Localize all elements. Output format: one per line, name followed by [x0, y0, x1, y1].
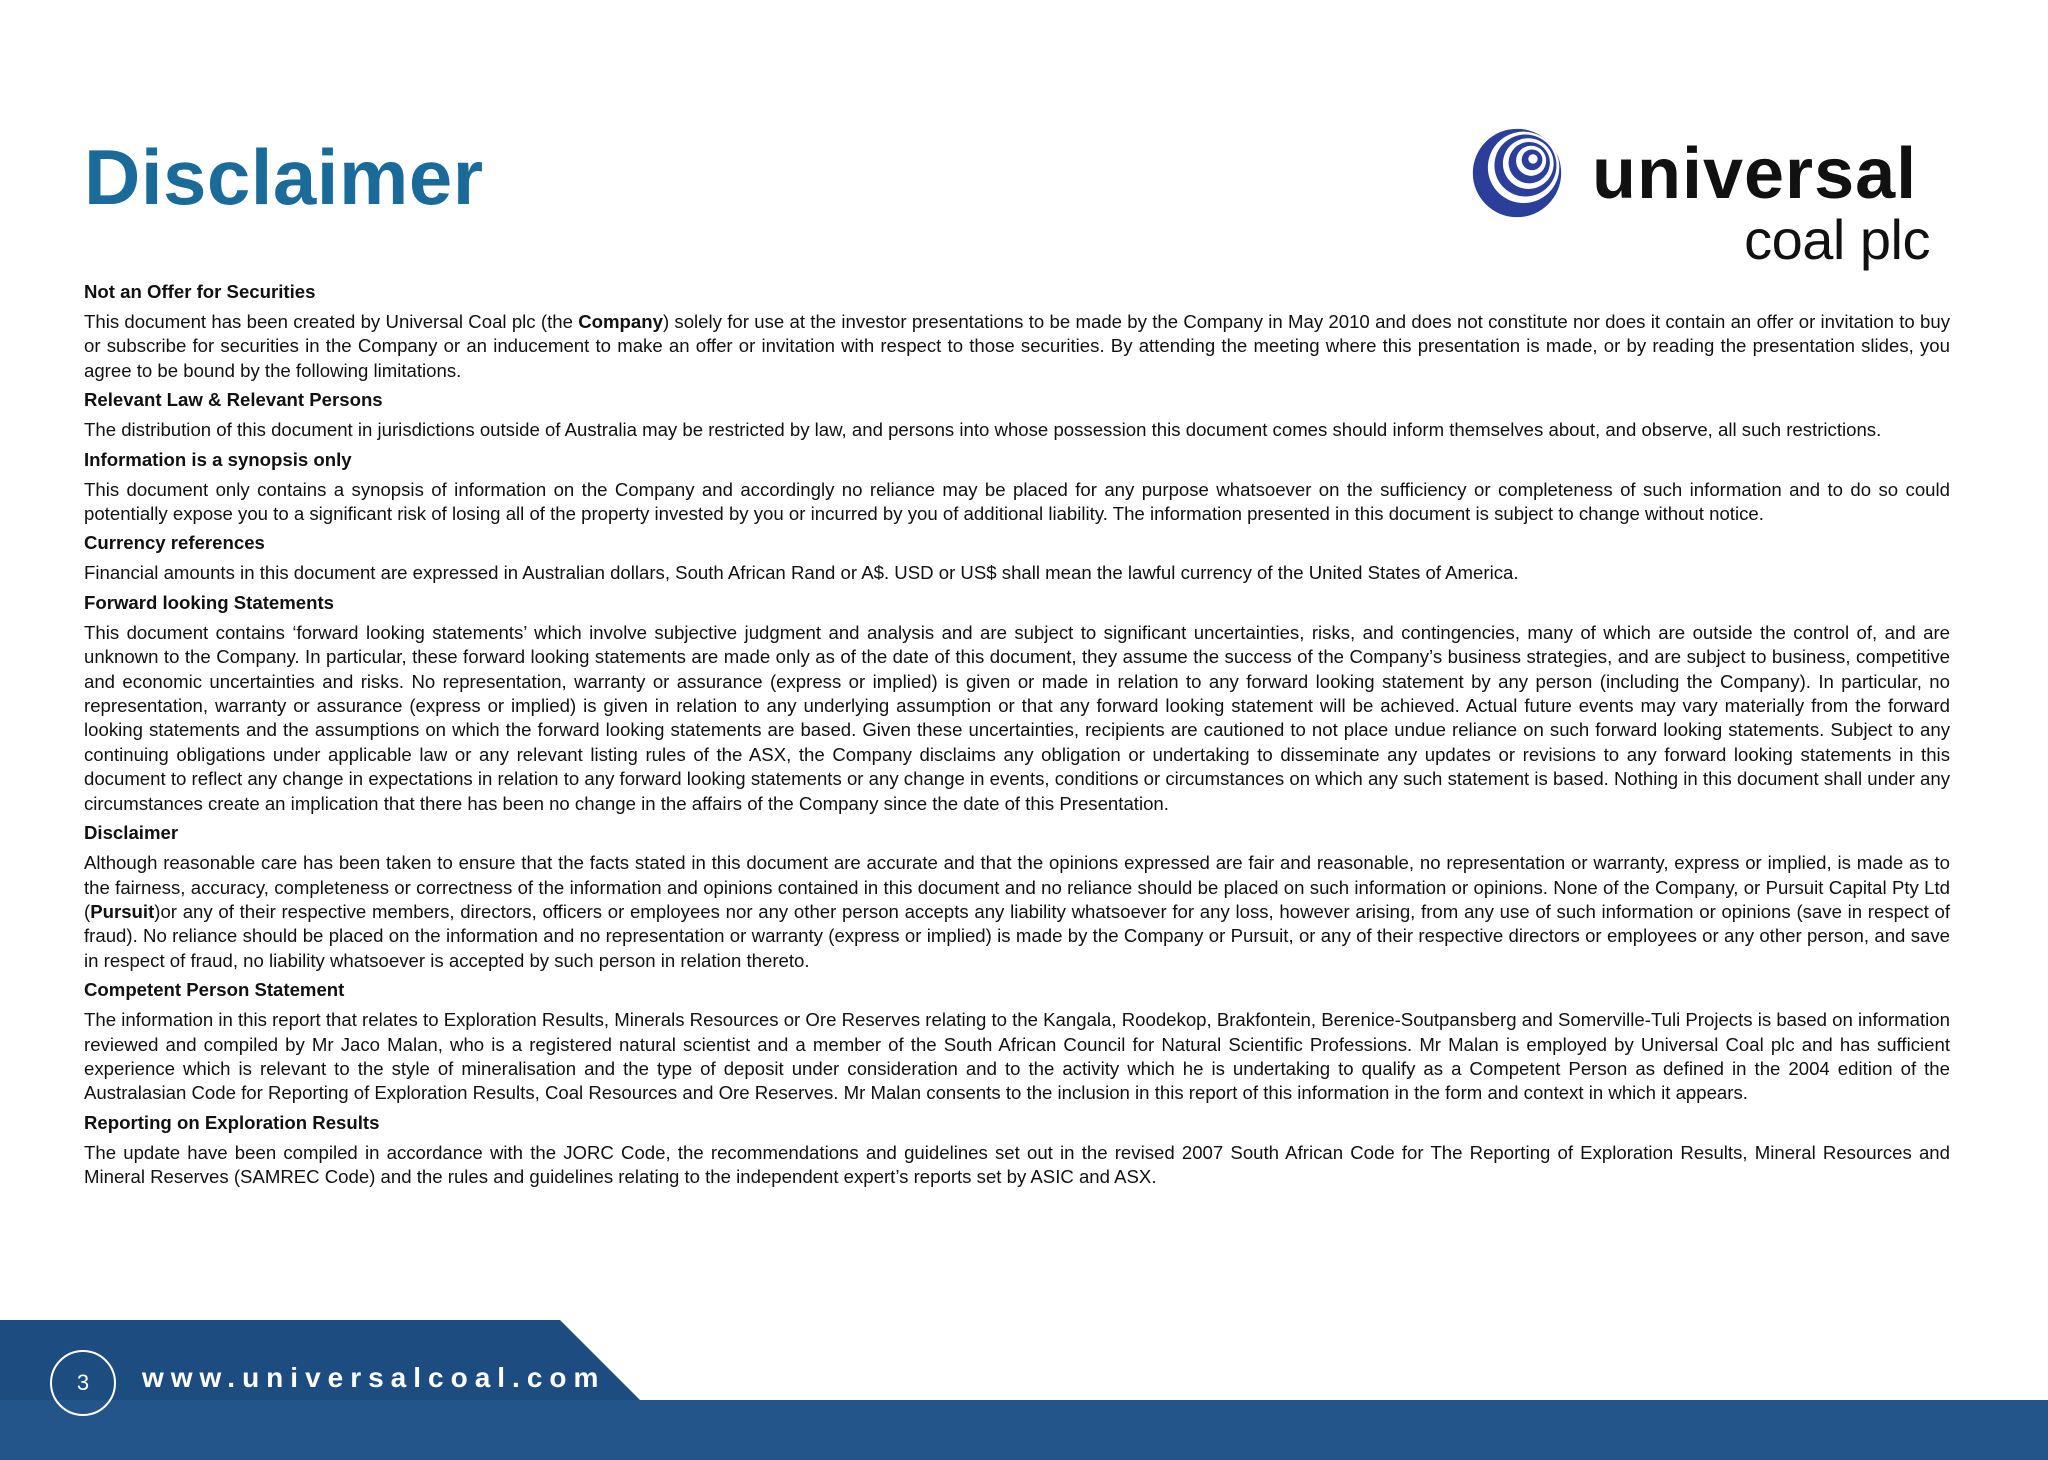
- text-run: The information in this report that relates to Exploration Results, Minerals Resources or Ore Reserves relating to the Kangala, Roodekop, Brakfontein, Berenice-Soutpansberg and Somerville-Tuli Projects is based on information reviewed and compiled by Mr Jaco Malan, who is a registered natural scientist and a member of the South African Council for Natural Scientific Professions. Mr Malan is employed by Universal Coal plc and has sufficient experience which is relevant to the style of mineralisation and the type of deposit under consideration and to the activity which he is undertaking to qualify as a Competent Person as defined in the 2004 edition of the Australasian Code for Reporting of Exploration Results, Coal Resources and Ore Reserves. Mr Malan consents to the inclusion in this report of this information in the form and context in which it appears.: [84, 1009, 1950, 1104]
- section-paragraph: [84, 418, 1950, 442]
- logo-wordmark-coal-plc: coal plc: [1744, 208, 1930, 271]
- section-heading: Relevant Law & Relevant Persons: [84, 389, 383, 411]
- section-heading: Not an Offer for Securities: [84, 281, 316, 302]
- section-paragraph: [84, 1141, 1950, 1190]
- section-heading: Competent Person Statement: [84, 979, 345, 1001]
- concentric-rings-logo-icon: [1470, 126, 1564, 220]
- text-run: ) solely for use at the investor presentations to be made by the Company in May 2010 and does not constitute nor does it contain an offer or invitation to buy or subscribe for securities in the Company or an inducement to make an offer or invitation with respect to those securities. By attending the meeting where this presentation is made, or by reading the presentation slides, you agree to be bound by the following limitations.: [84, 311, 1950, 381]
- website-url[interactable]: www.universalcoal.com: [142, 1362, 606, 1393]
- text-run: The update have been compiled in accordance with the JORC Code, the recommendations and guidelines set out in the revised 2007 South African Code for The Reporting of Exploration Results, Mineral Resources and Mineral Reserves (SAMREC Code) and the rules and guidelines relating to the independent expert’s reports set by ASIC and ASX.: [84, 1141, 1950, 1188]
- section-heading: Reporting on Exploration Results: [84, 1111, 380, 1133]
- section-heading: Forward looking Statements: [84, 591, 335, 613]
- section-paragraph: [84, 561, 1950, 585]
- section-heading: Disclaimer: [84, 822, 179, 844]
- section-paragraph: [84, 478, 1950, 527]
- page-title: Disclaimer: [84, 133, 484, 221]
- text-run: Financial amounts in this document are expressed in Australian dollars, South African Rand or A$. USD or US$ shall mean the lawful currency of the United States of America.: [84, 562, 1519, 584]
- text-run: The distribution of this document in jurisdictions outside of Australia may be restricted by law, and persons into whose possession this document comes should inform themselves about, and observe, all such restrictions.: [84, 419, 1882, 441]
- bold-text-run: Company: [578, 311, 663, 332]
- text-run: This document only contains a synopsis of information on the Company and accordingly no reliance may be placed for any purpose whatsoever on the sufficiency or completeness of such information and to do so could potentially expose you to a significant risk of losing all of the property invested by you or incurred by you of additional liability. The information presented in this document is subject to change without notice.: [84, 478, 1950, 525]
- section-paragraph: [84, 1008, 1950, 1106]
- section-paragraph: [84, 621, 1950, 816]
- page-number: 3: [50, 1350, 116, 1416]
- text-run: This document has been created by Universal Coal plc (the: [84, 311, 579, 332]
- section-paragraph: [84, 310, 1950, 383]
- bold-text-run: Pursuit: [90, 900, 155, 922]
- text-run: This document contains ‘forward looking statements’ which involve subjective judgment and analysis and are subject to significant uncertainties, risks, and contingencies, many of which are outside the control of, and are unknown to the Company. In particular, these forward looking statements are made only as of the date of this document, they assume the success of the Company’s business strategies, and are subject to business, competitive and economic uncertainties and risks. No representation, warranty or assurance (express or implied) is given or made in relation to any forward looking statement by any person (including the Company). In particular, no representation, warranty or assurance (express or implied) is given in relation to any underlying assumption or that any forward looking statement will be achieved. Actual future events may vary materially from the forward looking statements and the assumptions on which the forward looking statements are based. Given these uncertainties, recipients are cautioned to not place undue reliance on such forward looking statements. Subject to any continuing obligations under applicable law or any relevant listing rules of the ASX, the Company disclaims any obligation or undertaking to disseminate any updates or revisions to any forward looking statements in this document to reflect any change in expectations in relation to any forward looking statements or any change in events, conditions or circumstances on which any such statement is based. Nothing in this document shall under any circumstances create an implication that there has been no change in the affairs of the Company since the date of this Presentation.: [84, 621, 1950, 814]
- text-run: )or any of their respective members, directors, officers or employees nor any other person accepts any liability whatsoever for any loss, however arising, from any use of such information or opinions (save in respect of fraud). No reliance should be placed on the information and no representation or warranty (express or implied) is made by the Company or Pursuit, or any of their respective directors or employees or any other person, and save in respect of fraud, no liability whatsoever is accepted by such person in relation thereto.: [84, 900, 1950, 971]
- section-heading: Information is a synopsis only: [84, 448, 352, 470]
- text-run: Although reasonable care has been taken to ensure that the facts stated in this document are accurate and that the opinions expressed are fair and reasonable, no representation or warranty, express or implied, is made as to the fairness, accuracy, completeness or correctness of the information and opinions contained in this document and no reliance should be placed on such information or opinions. None of the Company, or Pursuit Capital Pty Ltd (: [84, 852, 1950, 922]
- section-paragraph: [84, 851, 1950, 973]
- company-logo: [1470, 126, 1930, 276]
- logo-wordmark-universal: universal: [1592, 134, 1918, 214]
- footer-bar: [0, 1320, 2048, 1460]
- disclaimer-body: [84, 280, 1950, 1195]
- section-heading: Currency references: [84, 532, 265, 554]
